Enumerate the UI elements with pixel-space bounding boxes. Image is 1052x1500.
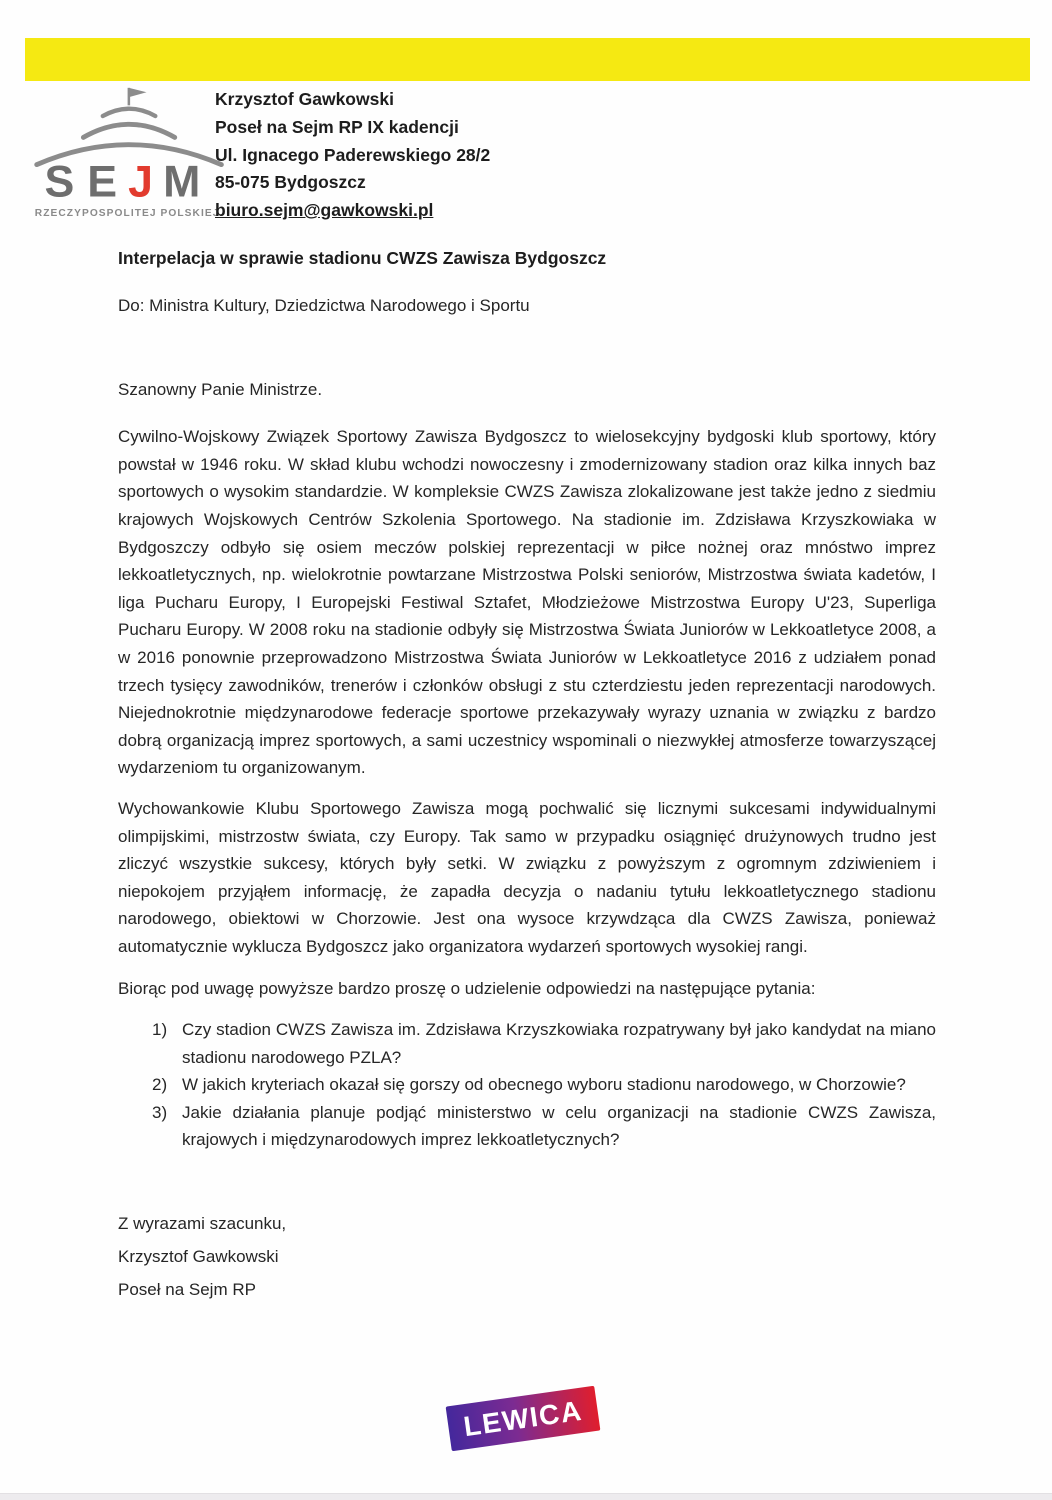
sender-role: Poseł na Sejm RP IX kadencji [215,116,459,137]
sejm-dome-icon [28,82,234,220]
question-item-2 [118,1071,936,1099]
sejm-dome-mid-arc [83,124,174,137]
questions-intro: Biorąc pod uwagę powyższe bardzo proszę o udzielenie odpowiedzi na następujące pytania: [118,979,816,999]
question-text: Jakie działania planuje podjąć ministerstwo w celu organizacji na stadionie CWZS Zawisza, krajowych i międzynarodowych imprez lekkoatletycznych? [182,1102,936,1150]
letter-body [118,245,936,1306]
closing-sender-name: Krzysztof Gawkowski [118,1246,279,1266]
question-number: 3) [152,1102,168,1122]
lewica-logo-text: LEWICA [461,1394,585,1442]
question-item-1 [118,1016,936,1071]
sender-street: Ul. Ignacego Paderewskiego 28/2 [215,144,491,165]
sejm-letter-s: S [44,157,75,207]
salutation-line: Szanowny Panie Ministrze. [118,379,323,399]
sejm-logo [28,82,234,220]
questions-list [118,1016,936,1154]
sejm-dome-cap-arc [103,109,155,116]
lewica-logo [446,1386,601,1451]
closing-block [118,1208,936,1306]
sejm-letter-e: E [87,157,118,207]
sender-city: 85-075 Bydgoszcz [215,172,366,193]
letter-title: Interpelacja w sprawie stadionu CWZS Zawisza Bydgoszcz [118,248,607,268]
sender-contact-block [215,86,490,225]
recipient-line: Do: Ministra Kultury, Dziedzictwa Narodowego i Sportu [118,296,530,315]
sender-email-link[interactable]: biuro.sejm@gawkowski.pl [215,200,434,221]
top-yellow-band [25,38,1030,81]
sejm-flagpole [128,88,131,105]
body-paragraph-2: Wychowankowie Klubu Sportowego Zawisza mogą pochwalić się licznymi sukcesami indywidualnymi olimpijskimi, mistrzostw świata, czy Europy. Tak samo w przypadku osiągnięć drużynowych trudno jest zliczyć wszystkie sukcesy, których były setki. W związku z powyższym z ogromnym zdziwieniem i niepokojem przyjąłem informację, że zapadła decyzja o nadaniu tytułu lekkoatletycznego stadionu narodowego, obiektowi w Chorzowie. Jest ona wysoce krzywdząca dla CWZS Zawisza, ponieważ automatycznie wyklucza Bydgoszcz jako organizatora wydarzeń sportowych wysokiej rangi. [118,798,936,956]
page-bottom-edge [0,1493,1052,1500]
sejm-letter-j: J [128,157,153,207]
sejm-logo-caption: RZECZYPOSPOLITEJ POLSKIEJ [34,208,220,220]
closing-sender-role: Poseł na Sejm RP [118,1279,256,1299]
question-text: Czy stadion CWZS Zawisza im. Zdzisława Krzyszkowiaka rozpatrywany był jako kandydat na miano stadionu narodowego PZLA? [182,1020,936,1067]
question-item-3 [118,1099,936,1154]
sejm-flag-icon [129,88,146,97]
question-number: 2) [152,1075,168,1095]
closing-salutation: Z wyrazami szacunku, [118,1214,287,1234]
sender-name: Krzysztof Gawkowski [215,89,394,109]
body-paragraph-1: Cywilno-Wojskowy Związek Sportowy Zawisza Bydgoszcz to wielosekcyjny bydgoski klub sportowy, który powstał w 1946 roku. W skład klubu wchodzi nowoczesny i zmodernizowany stadion oraz kilka innych baz sportowych o wysokim standardzie. W kompleksie CWZS Zawisza zlokalizowane jest także jedno z siedmiu krajowych Wojskowych Centrów Szkolenia Sportowego. Na stadionie im. Zdzisława Krzyszkowiaka w Bydgoszczy odbyło się osiem meczów polskiej reprezentacji w piłce nożnej oraz mnóstwo imprez lekkoatletycznych, np. wielokrotnie powtarzane Mistrzostwa Polski seniorów, Mistrzostwa świata kadetów, I liga Pucharu Europy, I Europejski Festiwal Sztafet, Młodzieżowe Mistrzostwa Europy U'23, Superliga Pucharu Europy. W 2008 roku na stadionie odbyły się Mistrzostwa Świata Juniorów w Lekkoatletyce 2008, a w 2016 ponownie przeprowadzono Mistrzostwa Świata Juniorów w Lekkoatletyce 2016 z udziałem ponad trzech tysięcy zawodników, trenerów i członków obsługi z stu czterdziestu jeden reprezentacji narodowych. Niejednokrotnie międzynarodowe federacje sportowe przekazywały wyrazy uznania w związku z bardzo dobrą organizacją imprez sportowych, a sami uczestnicy wspominali o niezwykłej atmosferze towarzyszącej wydarzeniom tu organizowanym. [118,427,936,778]
sejm-letter-m: M [163,157,201,207]
question-number: 1) [152,1020,168,1040]
question-text: W jakich kryteriach okazał się gorszy od obecnego wyboru stadionu narodowego, w Chorzowie? [182,1075,906,1095]
